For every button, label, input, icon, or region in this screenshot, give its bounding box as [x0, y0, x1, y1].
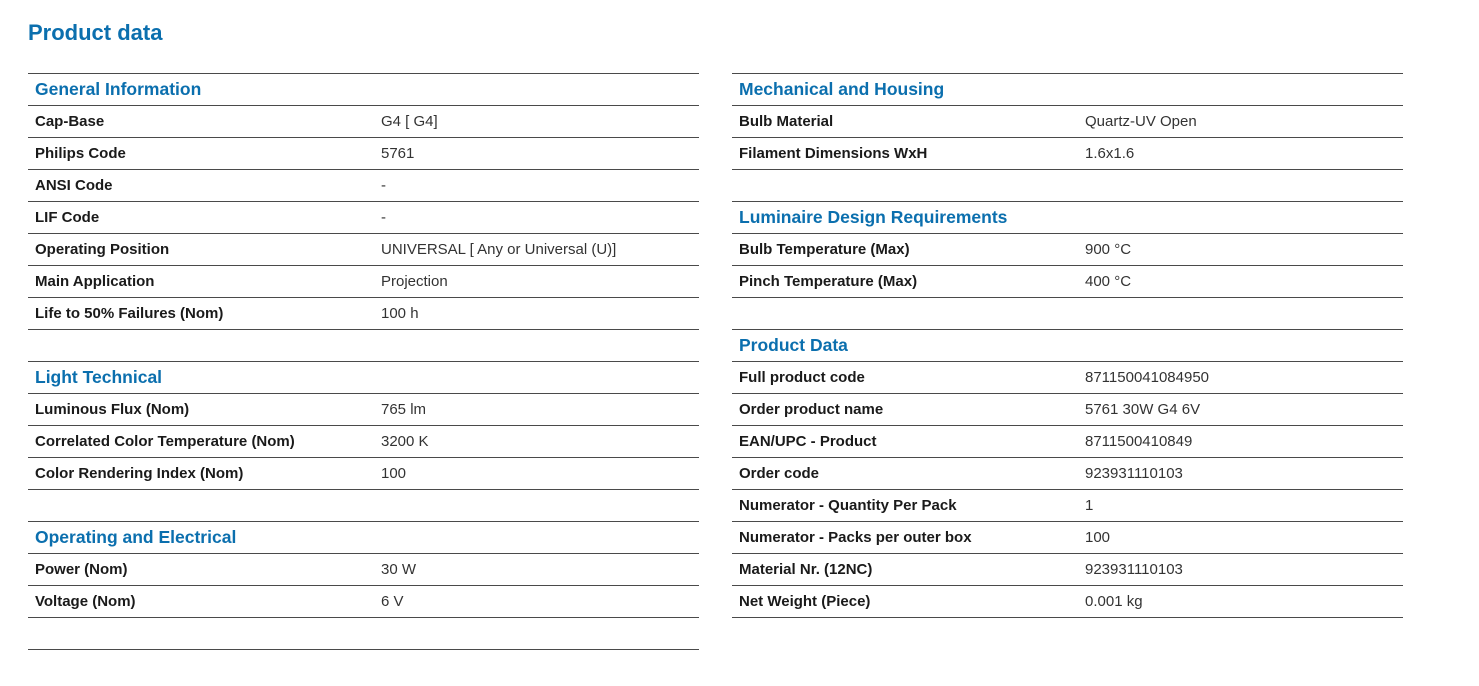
spec-row-net-weight	[732, 586, 1403, 618]
spec-label: Bulb Temperature (Max)	[739, 241, 910, 258]
left-column	[28, 73, 699, 650]
section-header-luminaire-design: Luminaire Design Requirements	[732, 202, 1403, 234]
section-header-operating-electrical: Operating and Electrical	[28, 522, 699, 554]
spec-value: -	[381, 209, 386, 226]
spec-label: Color Rendering Index (Nom)	[35, 465, 244, 482]
spec-row-ean-upc	[732, 426, 1403, 458]
spec-label: LIF Code	[35, 209, 100, 226]
spec-value: 923931110103	[1085, 465, 1183, 482]
spec-value: 5761	[381, 145, 415, 162]
spec-value: 100 h	[381, 305, 419, 322]
section-header-light-technical: Light Technical	[28, 362, 699, 394]
spec-value: 3200 K	[381, 433, 429, 450]
spec-label: Bulb Material	[739, 113, 834, 130]
spec-row-cri	[28, 458, 699, 490]
spec-row-voltage	[28, 586, 699, 618]
spec-value: UNIVERSAL [ Any or Universal (U)]	[381, 241, 617, 258]
spec-value: 900 °C	[1085, 241, 1132, 258]
spec-value: 1.6x1.6	[1085, 145, 1135, 162]
spec-value: 871150041084950	[1085, 369, 1210, 386]
spec-row-order-code	[732, 458, 1403, 490]
section-header-mechanical-housing: Mechanical and Housing	[732, 74, 1403, 106]
spec-label: Numerator - Packs per outer box	[739, 529, 972, 546]
right-column	[732, 73, 1403, 618]
spec-row-power	[28, 554, 699, 586]
spec-row-quantity-per-pack	[732, 490, 1403, 522]
spec-row-packs-per-outer-box	[732, 522, 1403, 554]
spec-label: Order product name	[739, 401, 884, 418]
section-header-general-information: General Information	[28, 74, 699, 106]
spec-row-cap-base	[28, 106, 699, 138]
spec-row-main-application	[28, 266, 699, 298]
spec-value: 30 W	[381, 561, 417, 578]
spec-label: EAN/UPC - Product	[739, 433, 877, 450]
spec-row-life	[28, 298, 699, 330]
section-header-product-data: Product Data	[732, 330, 1403, 362]
spec-row-material-nr	[732, 554, 1403, 586]
spec-value: 765 lm	[381, 401, 427, 418]
spec-row-cct	[28, 426, 699, 458]
spec-label: Numerator - Quantity Per Pack	[739, 497, 957, 514]
spec-row-bulb-material	[732, 106, 1403, 138]
spec-value: 923931110103	[1085, 561, 1183, 578]
spacer-row	[28, 490, 699, 522]
spec-label: Operating Position	[35, 241, 170, 258]
page-title: Product data	[28, 20, 163, 45]
spec-value: -	[381, 177, 386, 194]
spec-row-operating-position	[28, 234, 699, 266]
spec-label: Correlated Color Temperature (Nom)	[35, 433, 295, 450]
spec-label: Luminous Flux (Nom)	[35, 401, 190, 418]
spec-row-philips-code	[28, 138, 699, 170]
spacer-row	[732, 170, 1403, 202]
spec-label: Cap-Base	[35, 113, 105, 130]
spec-value: 6 V	[381, 593, 404, 610]
spec-value: Quartz-UV Open	[1085, 113, 1197, 130]
spec-label: Material Nr. (12NC)	[739, 561, 873, 578]
spec-label: ANSI Code	[35, 177, 113, 194]
spec-label: Pinch Temperature (Max)	[739, 273, 918, 290]
spec-label: Full product code	[739, 369, 865, 386]
spec-row-lif-code	[28, 202, 699, 234]
spec-value: 5761 30W G4 6V	[1085, 401, 1201, 418]
spacer-row	[28, 330, 699, 362]
spec-label: Voltage (Nom)	[35, 593, 136, 610]
spec-label: Net Weight (Piece)	[739, 593, 871, 610]
spec-value: 400 °C	[1085, 273, 1132, 290]
spec-value: G4 [ G4]	[381, 113, 438, 130]
spec-label: Power (Nom)	[35, 561, 128, 578]
spec-row-ansi-code	[28, 170, 699, 202]
spec-value: 8711500410849	[1085, 433, 1193, 450]
spec-row-filament-dimensions	[732, 138, 1403, 170]
spec-value: 1	[1085, 497, 1094, 514]
spacer-row	[28, 618, 699, 650]
spec-row-order-product-name	[732, 394, 1403, 426]
spec-row-full-product-code	[732, 362, 1403, 394]
spec-label: Filament Dimensions WxH	[739, 145, 928, 162]
spacer-row	[732, 298, 1403, 330]
spec-label: Life to 50% Failures (Nom)	[35, 305, 224, 322]
spec-value: 0.001 kg	[1085, 593, 1143, 610]
spec-label: Philips Code	[35, 145, 126, 162]
spec-label: Main Application	[35, 273, 155, 290]
spec-value: 100	[381, 465, 407, 482]
spec-row-luminous-flux	[28, 394, 699, 426]
spec-row-pinch-temperature	[732, 266, 1403, 298]
spec-value: 100	[1085, 529, 1111, 546]
spec-label: Order code	[739, 465, 820, 482]
spec-value: Projection	[381, 273, 448, 290]
spec-row-bulb-temperature	[732, 234, 1403, 266]
